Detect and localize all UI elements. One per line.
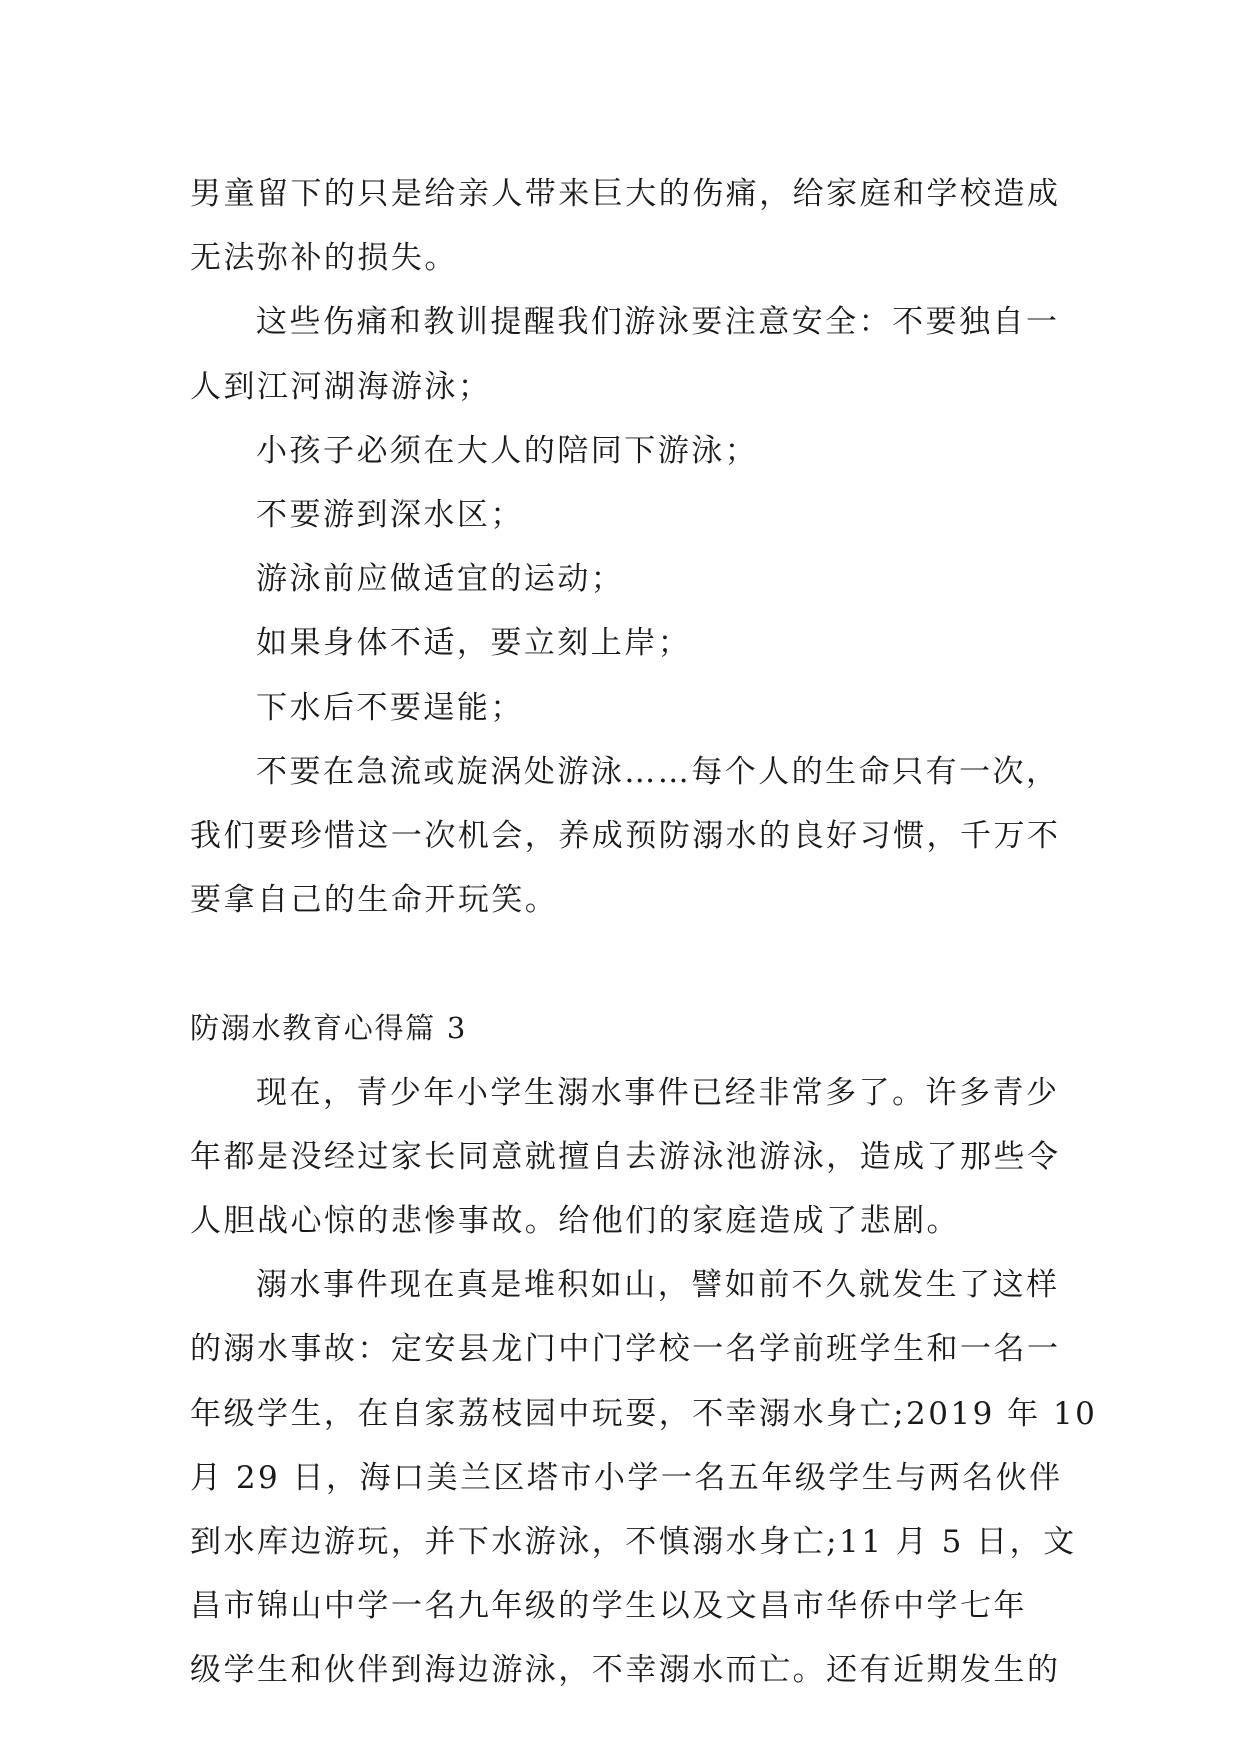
paragraph-incidents	[190, 1253, 1098, 1702]
text-line: 昌市锦山中学一名九年级的学生以及文昌市华侨中学七年	[190, 1588, 1027, 1625]
text-line: 的溺水事故：定安县龙门中门学校一名学前班学生和一名一	[190, 1331, 1061, 1368]
text-line: 人胆战心惊的悲惨事故。给他们的家庭造成了悲剧。	[190, 1203, 961, 1239]
text-line: 男童留下的只是给亲人带来巨大的伤痛，给家庭和学校造成	[190, 176, 1061, 212]
text-line: 人到江河湖海游泳；	[190, 368, 492, 405]
text-line: 级学生和伙伴到海边游泳，不幸溺水而亡。还有近期发生的	[190, 1652, 1061, 1689]
text-line: 年都是没经过家长同意就擅自去游泳池游泳，造成了那些令	[190, 1138, 1061, 1175]
text-line: 无法弥补的损失。	[190, 240, 458, 277]
paragraph-safety-intro	[190, 290, 1060, 418]
paragraph-intro	[190, 1061, 1061, 1254]
paragraph-gap	[190, 932, 1050, 996]
text-line: 我们要珍惜这一次机会，养成预防溺水的良好习惯，千万不	[190, 817, 1061, 854]
text-line: 月 29 日，海口美兰区塔市小学一名五年级学生与两名伙伴	[190, 1459, 1063, 1496]
safety-list	[190, 419, 1050, 740]
text-line: 到水库边游玩，并下水游泳，不慎溺水身亡;11 月 5 日，文	[190, 1523, 1077, 1560]
text-line: 溺水事件现在真是堆积如山，譬如前不久就发生了这样	[256, 1267, 1060, 1304]
safety-item: 如果身体不适，要立刻上岸；	[256, 625, 692, 662]
safety-item: 下水后不要逞能；	[256, 689, 524, 726]
safety-item: 小孩子必须在大人的陪同下游泳；	[256, 432, 759, 469]
text-line: 这些伤痛和教训提醒我们游泳要注意安全：不要独自一	[256, 304, 1060, 341]
safety-item: 不要游到深水区；	[256, 496, 524, 533]
text-line: 年级学生，在自家荔枝园中玩耍，不幸溺水身亡;2019 年 10	[190, 1395, 1098, 1432]
safety-item: 游泳前应做适宜的运动；	[256, 561, 625, 598]
section-heading: 防溺水教育心得篇 3	[190, 1011, 468, 1046]
paragraph-continued	[190, 162, 1061, 290]
text-line: 要拿自己的生命开玩笑。	[190, 882, 559, 919]
document-body	[190, 162, 1098, 1703]
text-line: 现在，青少年小学生溺水事件已经非常多了。许多青少	[256, 1074, 1060, 1111]
text-line: 不要在急流或旋涡处游泳……每个人的生命只有一次，	[256, 753, 1060, 790]
paragraph-conclusion	[190, 740, 1061, 933]
